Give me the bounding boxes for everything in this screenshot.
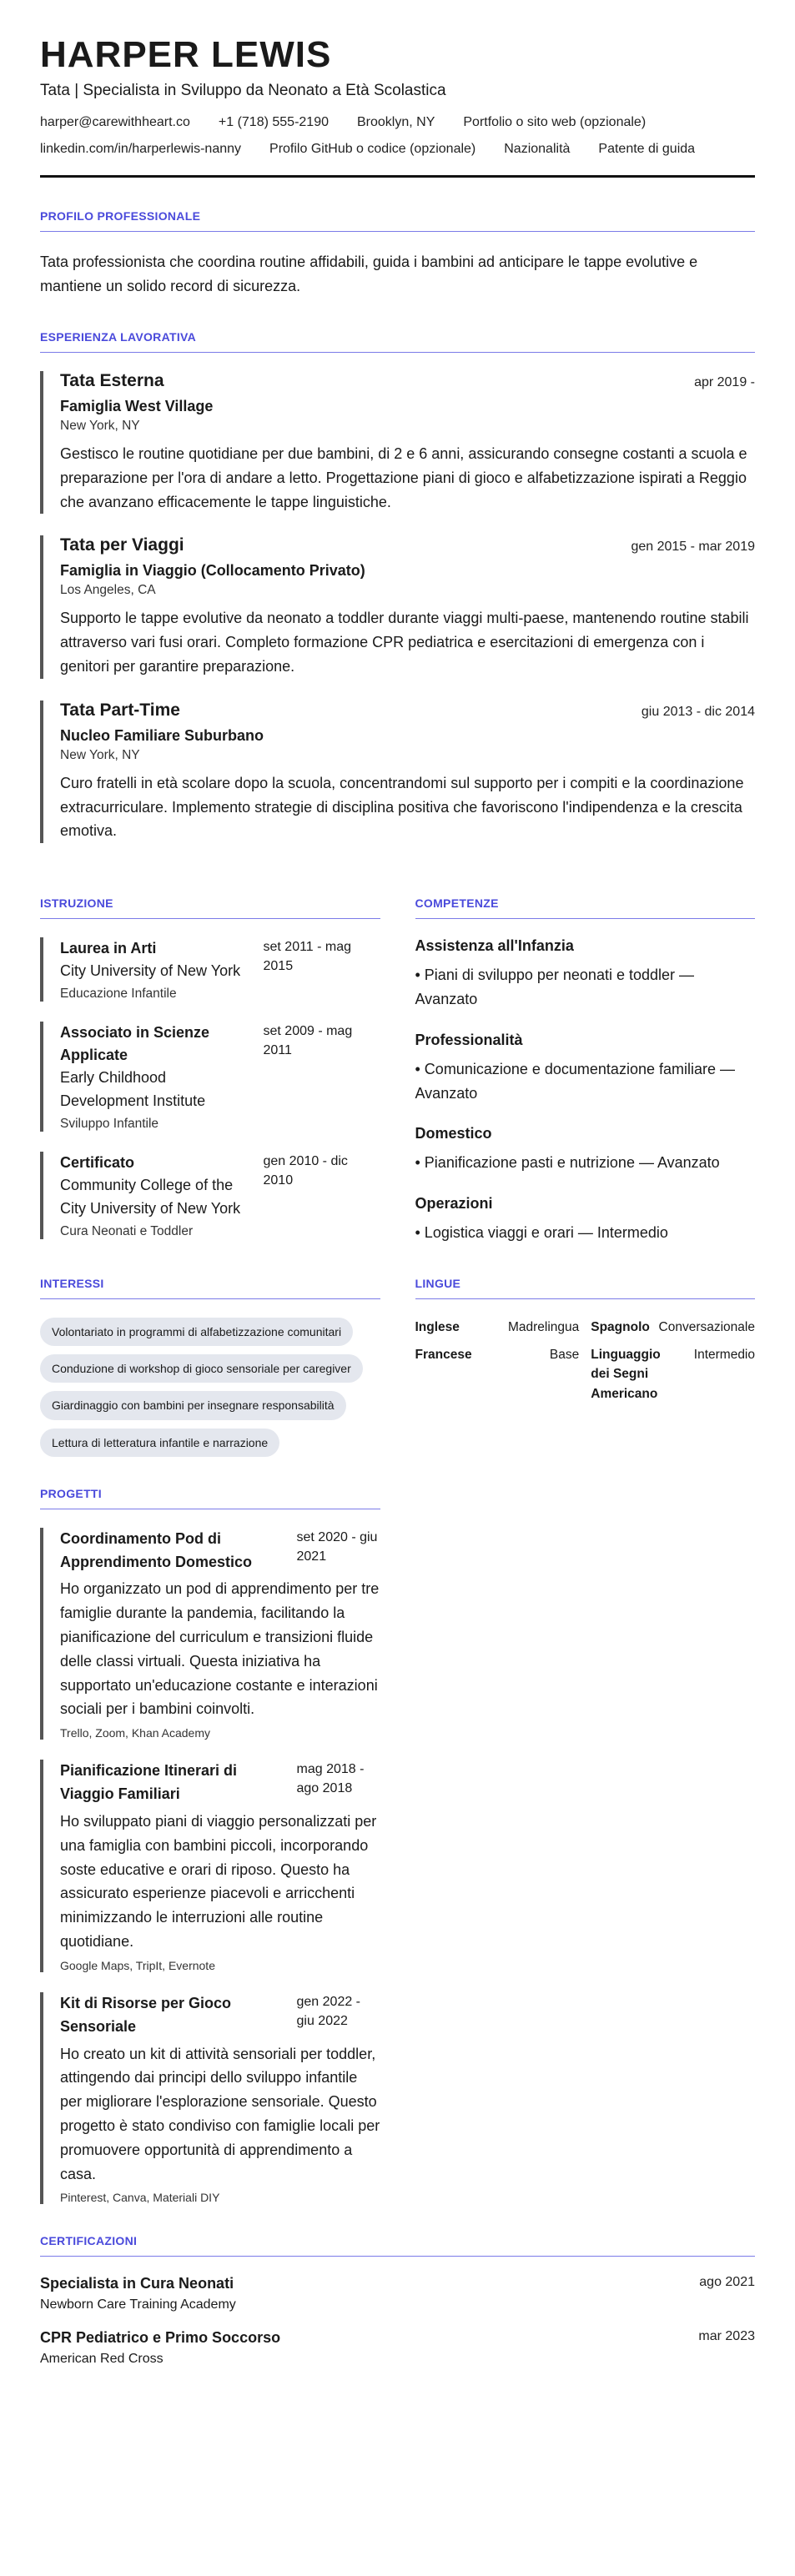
section-title: ISTRUZIONE	[40, 896, 380, 919]
contact-license: Patente di guida	[598, 142, 696, 157]
education-degree: Associato in Scienze Applicate	[60, 1024, 210, 1064]
education-field: Cura Neonati e Toddler	[60, 1223, 194, 1238]
project-title: Coordinamento Pod di Apprendimento Domestico	[60, 1529, 253, 1570]
language-level: Intermedio	[693, 1348, 755, 1363]
section-title: INTERESSI	[40, 1277, 380, 1299]
project-description: Ho organizzato un pod di apprendimento per tre famiglie durante la pandemia, facilitando la pianificazione del curriculum e transizioni fluide delle classi virtuali. Questa iniziativa ha supportato un'educazione costante e interazioni sociali per i bambini coinvolti.	[60, 1580, 380, 1718]
language-level: Conversazionale	[658, 1319, 755, 1334]
languages-section	[415, 1265, 756, 1465]
certification-entry	[40, 2329, 755, 2367]
job-company: Famiglia in Viaggio (Collocamento Privato)	[60, 562, 365, 580]
language-level: Base	[549, 1348, 580, 1363]
language-entry	[591, 1318, 755, 1337]
contact-nationality: Nazionalità	[504, 142, 571, 157]
project-tools: Google Maps, TripIt, Evernote	[60, 1958, 215, 1972]
project-title: Pianificazione Itinerari di Viaggio Familiari	[60, 1762, 238, 1803]
language-name: Linguaggio dei Segni Americano	[591, 1348, 661, 1401]
contact-email[interactable]: harper@carewithheart.co	[40, 115, 190, 130]
certification-entry	[40, 2275, 755, 2312]
projects-row-spacer	[415, 1465, 756, 2225]
education-degree: Laurea in Arti	[60, 940, 157, 957]
contact-linkedin[interactable]: linkedin.com/in/harperlewis-nanny	[40, 142, 242, 157]
candidate-name: HARPER LEWIS	[40, 34, 332, 75]
header-divider	[40, 175, 755, 178]
contact-portfolio[interactable]: Portfolio o sito web (opzionale)	[463, 115, 647, 130]
language-entry	[415, 1318, 580, 1337]
project-date: gen 2022 - giu 2022	[296, 1994, 361, 2028]
language-entry	[415, 1345, 580, 1403]
profile-section	[40, 209, 755, 299]
interests-languages-row	[40, 1265, 755, 1465]
job-date: giu 2013 - dic 2014	[641, 704, 755, 719]
education-skills-row	[40, 865, 755, 1265]
job-description: Gestisco le routine quotidiane per due bambini, di 2 e 6 anni, assicurando consegne costanti a scuola e preparazione per l'ora di andare a letto. Progettazione piani di gioco e alfabetizzazione ispirati a Reggio che avanzano efficacemente le tappe linguistiche.	[60, 444, 747, 510]
certification-name: CPR Pediatrico e Primo Soccorso	[40, 2329, 281, 2347]
education-field: Sviluppo Infantile	[60, 1116, 159, 1131]
project-date: set 2020 - giu 2021	[296, 1529, 378, 1564]
job-description: Curo fratelli in età scolare dopo la scuola, concentrandomi sul supporto per i compiti e la coordinazione extracurriculare. Implemento strategie di disciplina positiva che favoriscono l'indipendenza e la crescita emotiva.	[60, 774, 744, 840]
education-school: Early Childhood Development Institute	[60, 1069, 206, 1109]
certification-date: mar 2023	[698, 2329, 755, 2344]
language-name: Spagnolo	[591, 1319, 650, 1334]
skill-item: • Piani di sviluppo per neonati e toddler — Avanzato	[415, 967, 695, 1007]
education-degree: Certificato	[60, 1153, 135, 1171]
resume-header	[40, 35, 755, 178]
skill-item: • Comunicazione e documentazione familiare — Avanzato	[415, 1060, 735, 1102]
skill-category: Professionalità	[415, 1031, 523, 1048]
job-title: Tata Part-Time	[60, 700, 180, 720]
section-title: PROGETTI	[40, 1487, 380, 1509]
job-title: Tata per Viaggi	[60, 535, 184, 555]
contact-github[interactable]: Profilo GitHub o codice (opzionale)	[269, 142, 476, 157]
interest-tag: Giardinaggio con bambini per insegnare responsabilità	[40, 1391, 346, 1419]
certification-issuer: American Red Cross	[40, 2352, 164, 2367]
language-name: Francese	[415, 1348, 472, 1363]
skill-item: • Logistica viaggi e orari — Intermedio	[415, 1224, 668, 1242]
section-title: CERTIFICAZIONI	[40, 2234, 755, 2257]
interest-tag: Lettura di letteratura infantile e narrazione	[40, 1429, 279, 1457]
education-entry	[40, 1152, 380, 1239]
education-school: City University of New York	[60, 962, 241, 980]
interest-tag: Volontariato in programmi di alfabetizzazione comunitari	[40, 1318, 353, 1346]
skill-category: Domestico	[415, 1125, 492, 1142]
education-section	[40, 865, 380, 1265]
section-title: ESPERIENZA LAVORATIVA	[40, 330, 755, 353]
job-date: apr 2019 -	[694, 374, 755, 389]
job-entry	[40, 371, 755, 514]
job-company: Famiglia West Village	[60, 397, 214, 414]
language-entry	[591, 1345, 755, 1403]
job-entry	[40, 535, 755, 678]
skills-section	[415, 865, 756, 1265]
certifications-section	[40, 2234, 755, 2367]
project-entry	[40, 1992, 380, 2205]
project-tools: Trello, Zoom, Khan Academy	[60, 1726, 211, 1740]
project-date: mag 2018 - ago 2018	[296, 1762, 365, 1796]
contact-location: Brooklyn, NY	[357, 115, 435, 130]
skill-category: Assistenza all'Infanzia	[415, 937, 574, 955]
experience-section	[40, 330, 755, 843]
interests-section	[40, 1265, 380, 1465]
profile-summary: Tata professionista che coordina routine affidabili, guida i bambini ad anticipare le tappe evolutive e mantiene un solido record di sicurezza.	[40, 254, 698, 295]
education-date: gen 2010 - dic 2010	[263, 1153, 348, 1188]
section-title: LINGUE	[415, 1277, 756, 1299]
project-entry	[40, 1760, 380, 1972]
job-location: New York, NY	[60, 747, 140, 762]
education-school: Community College of the City University of New York	[60, 1176, 241, 1217]
education-entry	[40, 1022, 380, 1132]
project-title: Kit di Risorse per Gioco Sensoriale	[60, 1994, 232, 2035]
certification-name: Specialista in Cura Neonati	[40, 2275, 234, 2292]
section-title: COMPETENZE	[415, 896, 756, 919]
project-tools: Pinterest, Canva, Materiali DIY	[60, 2191, 220, 2205]
skill-category: Operazioni	[415, 1195, 493, 1213]
projects-row	[40, 1465, 755, 2225]
candidate-headline: Tata | Specialista in Sviluppo da Neonato a Età Scolastica	[40, 82, 446, 100]
job-location: New York, NY	[60, 418, 140, 433]
language-name: Inglese	[415, 1319, 460, 1334]
contact-list	[40, 115, 755, 157]
project-description: Ho creato un kit di attività sensoriali per toddler, attingendo dai principi dello sviluppo infantile per migliorare l'esplorazione sensoriale. Questo progetto è stato condiviso con famiglie locali per promuovere opportunità di apprendimento a casa.	[60, 2045, 380, 2182]
job-entry	[40, 700, 755, 843]
education-entry	[40, 937, 380, 1002]
certification-date: ago 2021	[699, 2275, 755, 2290]
section-title: PROFILO PROFESSIONALE	[40, 209, 755, 232]
contact-phone[interactable]: +1 (718) 555-2190	[218, 115, 329, 130]
job-company: Nucleo Familiare Suburbano	[60, 726, 264, 744]
skill-item: • Pianificazione pasti e nutrizione — Avanzato	[415, 1154, 720, 1172]
job-location: Los Angeles, CA	[60, 583, 156, 598]
education-date: set 2011 - mag 2015	[263, 940, 352, 974]
interest-tag: Conduzione di workshop di gioco sensoriale per caregiver	[40, 1354, 363, 1383]
project-description: Ho sviluppato piani di viaggio personalizzati per una famiglia con bambini piccoli, incorporando soste educative e orari di riposo. Questo ha assicurato esperienze piacevoli e arricchenti minimizzando le interruzioni alle routine quotidiane.	[60, 1813, 377, 1951]
project-entry	[40, 1528, 380, 1740]
education-date: set 2009 - mag 2011	[263, 1024, 353, 1058]
education-field: Educazione Infantile	[60, 987, 177, 1002]
projects-section	[40, 1465, 380, 2225]
language-level: Madrelingua	[507, 1319, 580, 1334]
job-description: Supporto le tappe evolutive da neonato a toddler durante viaggi multi-paese, mantenendo routine stabili attraverso vari fusi orari. Completo formazione CPR pediatrica e esercitazioni di emergenza con i genitori per garantire preparazione.	[60, 610, 749, 675]
certification-issuer: Newborn Care Training Academy	[40, 2297, 236, 2312]
job-date: gen 2015 - mar 2019	[631, 540, 755, 555]
job-title: Tata Esterna	[60, 370, 164, 390]
